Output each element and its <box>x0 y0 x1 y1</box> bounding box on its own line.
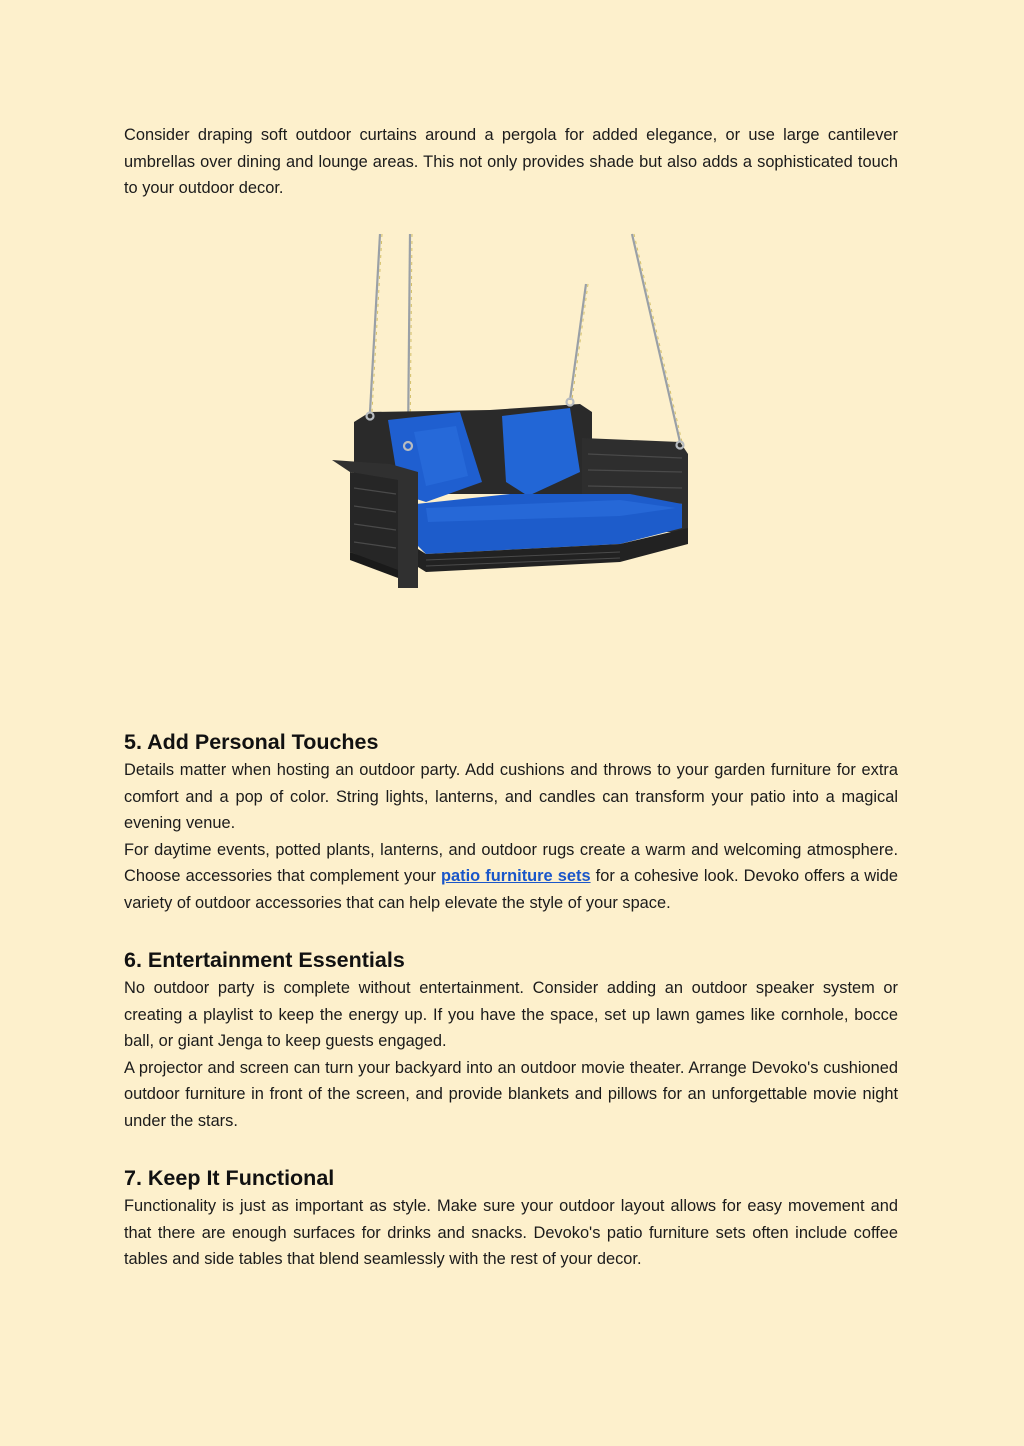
paragraph-text: For daytime events, potted plants, lanterns, and outdoor rugs create a warm and welcoming atmosphere. Choose accessories that complement your <box>124 840 898 885</box>
intro-paragraph: Consider draping soft outdoor curtains around a pergola for added elegance, or use large cantilever umbrellas over dining and lounge areas. This not only provides shade but also adds a sophisticated touch to your outdoor decor. <box>124 126 898 197</box>
section-entertainment <box>124 945 898 1134</box>
section-paragraph: Details matter when hosting an outdoor party. Add cushions and throws to your garden furniture for extra comfort and a pop of color. String lights, lanterns, and candles can transform your patio into a magical evening venue. <box>124 761 898 832</box>
paragraph-text: for a cohesive look. Devoko offers a wide variety of outdoor accessories that can help elevate the style of your space. <box>124 867 898 912</box>
intro-block <box>124 122 898 202</box>
section-heading: 7. Keep It Functional <box>124 1166 335 1190</box>
patio-furniture-sets-link[interactable]: patio furniture sets <box>441 867 591 885</box>
section-paragraph: A projector and screen can turn your backyard into an outdoor movie theater. Arrange Devoko's cushioned outdoor furniture in front of the screen, and provide blankets and pillows for an unforgettable movie night under the stars. <box>124 1058 898 1130</box>
section-functional <box>124 1163 898 1273</box>
section-heading: 5. Add Personal Touches <box>124 730 379 754</box>
section-paragraph: Functionality is just as important as style. Make sure your outdoor layout allows for easy movement and that there are enough surfaces for drinks and snacks. Devoko's patio furniture sets often include coffee tables and side tables that blend seamlessly with the rest of your decor. <box>124 1197 898 1268</box>
section-paragraph <box>124 837 898 917</box>
porch-swing-image <box>330 232 692 592</box>
section-heading: 6. Entertainment Essentials <box>124 948 405 972</box>
section-paragraph: No outdoor party is complete without entertainment. Consider adding an outdoor speaker system or creating a playlist to keep the energy up. If you have the space, set up lawn games like cornhole, bocce ball, or giant Jenga to keep guests engaged. <box>124 979 898 1050</box>
section-personal-touches <box>124 727 898 916</box>
